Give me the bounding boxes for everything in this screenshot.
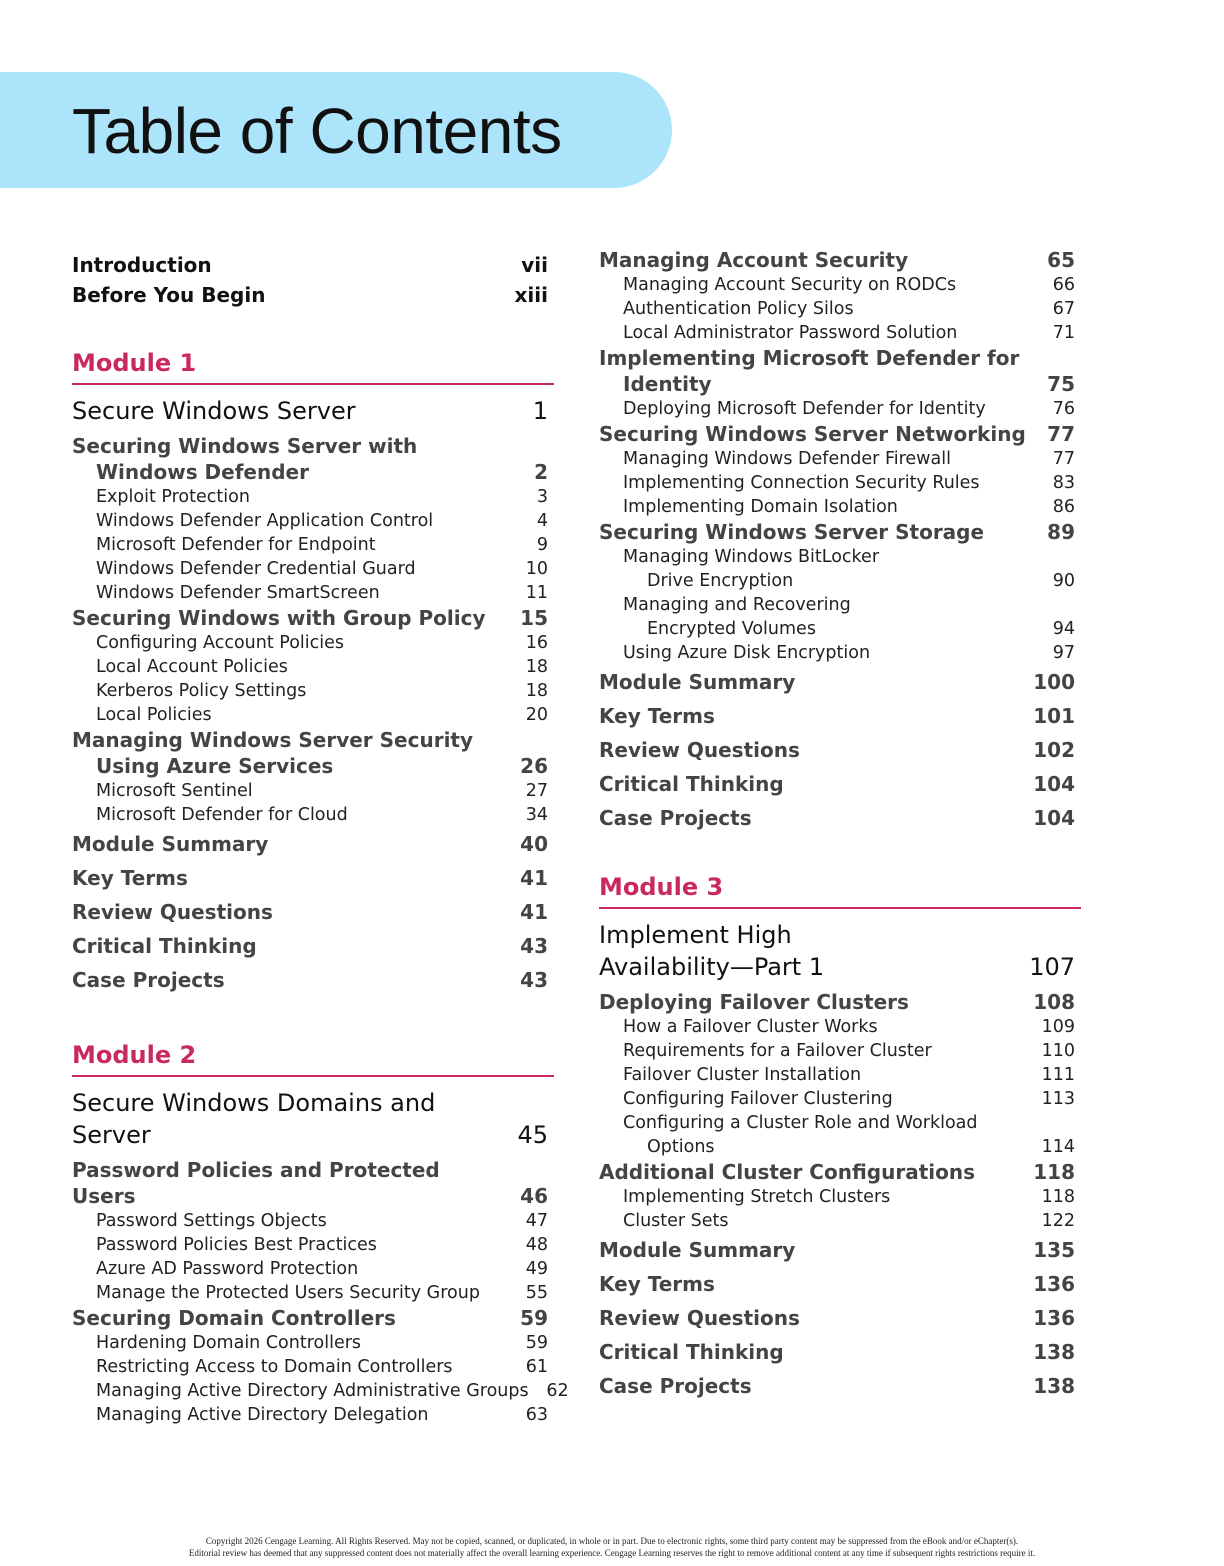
toc-end-item[interactable]: Case Projects 104 [599,806,1075,830]
toc-end-item[interactable]: Module Summary 135 [599,1238,1075,1262]
toc-subsection[interactable]: Implementing Connection Security Rules 83 [623,473,1075,493]
page-title: Table of Contents [72,95,562,167]
toc-section[interactable]: Securing Windows Server Storage 89 [599,520,1075,544]
module-heading: Module 1 [72,349,554,385]
module-title[interactable]: Secure Windows Domains and Server 45 [72,1089,548,1149]
footer-line: Editorial review has deemed that any suppressed content does not materially affect the overall learning experience. Cengage Learning reserves the right to remove additional content at any time if subsequent rights restrictions require it. [188,1548,1036,1558]
toc-subsection[interactable]: Password Policies Best Practices 48 [96,1235,548,1255]
toc-end-item[interactable]: Key Terms 136 [599,1272,1075,1296]
toc-subsection[interactable]: Microsoft Defender for Cloud 34 [96,805,548,825]
toc-subsection[interactable]: Managing Windows BitLocker Drive Encryption 90 [623,547,1075,591]
module-title[interactable]: Implement High Availability—Part 1 107 [599,921,1075,981]
toc-subsection[interactable]: Local Administrator Password Solution 71 [623,323,1075,343]
toc-subsection[interactable]: Implementing Stretch Clusters 118 [623,1187,1075,1207]
toc-section[interactable]: Managing Windows Server Security Using Azure Services 26 [72,728,548,778]
toc-subsection[interactable]: Configuring Account Policies 16 [96,633,548,653]
toc-subsection[interactable]: Using Azure Disk Encryption 97 [623,643,1075,663]
module-heading: Module 2 [72,1041,554,1077]
toc-subsection[interactable]: Local Account Policies 18 [96,657,548,677]
toc-section[interactable]: Password Policies and Protected Users 46 [72,1158,548,1208]
toc-subsection[interactable]: Cluster Sets 122 [623,1211,1075,1231]
toc-subsection[interactable]: Managing and Recovering Encrypted Volumes 94 [623,595,1075,639]
toc-subsection[interactable]: Windows Defender SmartScreen 11 [96,583,548,603]
toc-end-item[interactable]: Review Questions 41 [72,900,548,924]
toc-end-item[interactable]: Review Questions 102 [599,738,1075,762]
toc-subsection[interactable]: Local Policies 20 [96,705,548,725]
toc-subsection[interactable]: Password Settings Objects 47 [96,1211,548,1231]
module-title[interactable]: Secure Windows Server 1 [72,397,548,425]
toc-subsection[interactable]: Authentication Policy Silos 67 [623,299,1075,319]
toc-subsection[interactable]: Restricting Access to Domain Controllers 61 [96,1357,548,1377]
toc-subsection[interactable]: Hardening Domain Controllers 59 [96,1333,548,1353]
title-banner [0,72,672,188]
toc-subsection[interactable]: Configuring Failover Clustering 113 [623,1089,1075,1109]
toc-end-item[interactable]: Critical Thinking 43 [72,934,548,958]
toc-end-item[interactable]: Module Summary 100 [599,670,1075,694]
toc-end-item[interactable]: Module Summary 40 [72,832,548,856]
toc-entry[interactable]: Before You Begin xiii [72,283,548,307]
module-heading: Module 3 [599,873,1081,909]
toc-subsection[interactable]: Windows Defender Application Control 4 [96,511,548,531]
toc-subsection[interactable]: How a Failover Cluster Works 109 [623,1017,1075,1037]
toc-subsection[interactable]: Managing Active Directory Delegation 63 [96,1405,548,1425]
toc-section[interactable]: Securing Windows Server Networking 77 [599,422,1075,446]
toc-subsection[interactable]: Windows Defender Credential Guard 10 [96,559,548,579]
toc-subsection[interactable]: Manage the Protected Users Security Group 55 [96,1283,548,1303]
toc-section[interactable]: Securing Windows with Group Policy 15 [72,606,548,630]
toc-subsection[interactable]: Managing Active Directory Administrative Groups 62 [96,1381,569,1401]
toc-subsection[interactable]: Azure AD Password Protection 49 [96,1259,548,1279]
toc-end-item[interactable]: Case Projects 138 [599,1374,1075,1398]
toc-section[interactable]: Deploying Failover Clusters 108 [599,990,1075,1014]
toc-subsection[interactable]: Kerberos Policy Settings 18 [96,681,548,701]
toc-end-item[interactable]: Review Questions 136 [599,1306,1075,1330]
toc-subsection[interactable]: Requirements for a Failover Cluster 110 [623,1041,1075,1061]
toc-section[interactable]: Securing Domain Controllers 59 [72,1306,548,1330]
copyright-footer [0,1535,1224,1559]
toc-left-column [72,247,569,1427]
toc-section[interactable]: Securing Windows Server with Windows Defender 2 [72,434,548,484]
toc-section[interactable]: Implementing Microsoft Defender for Identity 75 [599,346,1075,396]
toc-subsection[interactable]: Configuring a Cluster Role and Workload Options 114 [623,1113,1075,1157]
toc-subsection[interactable]: Managing Windows Defender Firewall 77 [623,449,1075,469]
toc-subsection[interactable]: Implementing Domain Isolation 86 [623,497,1075,517]
toc-subsection[interactable]: Exploit Protection 3 [96,487,548,507]
toc-end-item[interactable]: Key Terms 41 [72,866,548,890]
toc-subsection[interactable]: Failover Cluster Installation 111 [623,1065,1075,1085]
toc-end-item[interactable]: Key Terms 101 [599,704,1075,728]
footer-line: Copyright 2026 Cengage Learning. All Rights Reserved. May not be copied, scanned, or duplicated, in whole or in part. Due to electronic rights, some third party content may be suppressed from the eBook and/or eChapter(s). [205,1536,1019,1546]
toc-right-column [599,247,1075,1403]
toc-end-item[interactable]: Critical Thinking 138 [599,1340,1075,1364]
toc-end-item[interactable]: Critical Thinking 104 [599,772,1075,796]
toc-subsection[interactable]: Microsoft Sentinel 27 [96,781,548,801]
toc-subsection[interactable]: Managing Account Security on RODCs 66 [623,275,1075,295]
toc-end-item[interactable]: Case Projects 43 [72,968,548,992]
toc-section[interactable]: Managing Account Security 65 [599,248,1075,272]
toc-subsection[interactable]: Microsoft Defender for Endpoint 9 [96,535,548,555]
toc-subsection[interactable]: Deploying Microsoft Defender for Identity 76 [623,399,1075,419]
toc-entry[interactable]: Introduction vii [72,253,548,277]
toc-section[interactable]: Additional Cluster Configurations 118 [599,1160,1075,1184]
